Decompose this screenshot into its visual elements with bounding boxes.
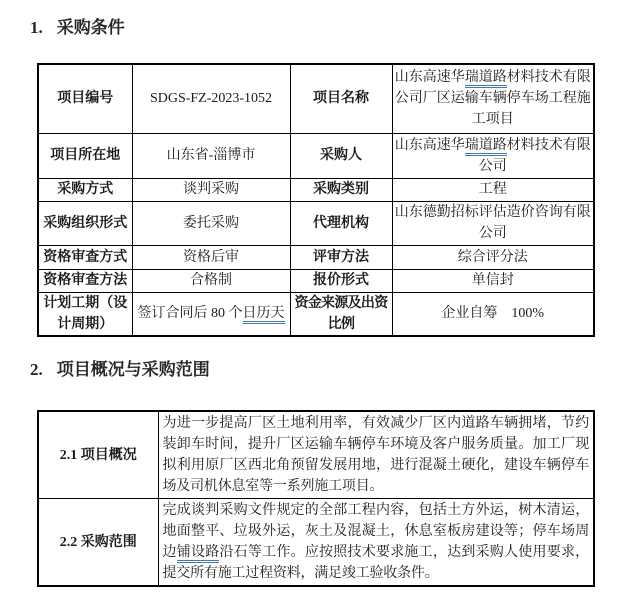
cell-value: 综合评分法 bbox=[392, 245, 594, 269]
row-label: 采购组织形式 bbox=[38, 201, 132, 245]
cell-value bbox=[392, 133, 594, 178]
row-label: 资格审查方式 bbox=[38, 245, 132, 269]
cell-value: 单信封 bbox=[392, 269, 594, 292]
table-row bbox=[38, 499, 594, 587]
row-label: 采购人 bbox=[290, 133, 392, 178]
table-row bbox=[38, 64, 594, 133]
section-2-title: 项目概况与采购范围 bbox=[56, 360, 210, 379]
spellcheck-underlined-text: 日历天 bbox=[243, 306, 285, 324]
table-row bbox=[38, 269, 594, 292]
project-overview-table bbox=[37, 410, 595, 587]
cell-text: 材料技术有限公司厂区运输车辆停车场工程施工项目 bbox=[394, 70, 591, 128]
cell-value: 山东省-淄博市 bbox=[132, 133, 290, 178]
spellcheck-underlined-text: 瑞道路 bbox=[465, 138, 507, 156]
cell-text: 沿石等工作。应按照技术要求施工，达到采购人使用要求，提交所有施工过程资料，满足竣工验收条件。 bbox=[162, 545, 589, 581]
section-1-number: 1. bbox=[30, 18, 43, 37]
row-label: 评审方法 bbox=[290, 245, 392, 269]
cell-text: 为进一步提高厂区土地利用率，有效减少厂区内道路车辆拥堵，节约装卸车时间，提升厂区运输车辆停车环境及客户服务质量。加工厂现拟利用原厂区西北角预留发展用地，进行混凝土硬化，建设车辆停车场及司机休息室等一系列施工项目。 bbox=[158, 411, 594, 499]
table-row bbox=[38, 292, 594, 336]
row-label: 代理机构 bbox=[290, 201, 392, 245]
section-1-title: 采购条件 bbox=[56, 18, 125, 37]
cell-value: 资格后审 bbox=[132, 245, 290, 269]
cell-text: 材料技术有限公司 bbox=[478, 137, 591, 174]
row-label: 采购方式 bbox=[38, 178, 132, 201]
spellcheck-underlined-text: 铺设路 bbox=[177, 545, 220, 563]
table-row bbox=[38, 245, 594, 269]
row-label: 项目名称 bbox=[290, 64, 392, 133]
cell-value: 谈判采购 bbox=[132, 178, 290, 201]
row-label: 资金来源及出资比例 bbox=[290, 292, 392, 336]
cell-value bbox=[132, 292, 290, 336]
cell-value bbox=[392, 64, 594, 133]
cell-value: 合格制 bbox=[132, 269, 290, 292]
cell-value: 委托采购 bbox=[132, 201, 290, 245]
cell-text: 签订合同后 80 个 bbox=[137, 306, 243, 321]
row-label: 报价形式 bbox=[290, 269, 392, 292]
section-2-number: 2. bbox=[30, 360, 43, 379]
spellcheck-underlined-text: 瑞道路 bbox=[465, 70, 507, 88]
row-label: 资格审查方法 bbox=[38, 269, 132, 292]
section-2-heading bbox=[30, 359, 210, 381]
row-label: 2.2 采购范围 bbox=[38, 499, 158, 587]
cell-text: 山东高速华 bbox=[394, 137, 465, 153]
cell-text bbox=[158, 499, 594, 587]
table-row bbox=[38, 201, 594, 245]
row-label: 计划工期（设计周期） bbox=[38, 292, 132, 336]
cell-value: 工程 bbox=[392, 178, 594, 201]
cell-value: SDGS-FZ-2023-1052 bbox=[132, 64, 290, 133]
table-row bbox=[38, 411, 594, 499]
procurement-conditions-table bbox=[37, 63, 595, 337]
cell-text: 山东高速华 bbox=[394, 70, 465, 86]
table-row bbox=[38, 178, 594, 201]
cell-value: 山东德勤招标评估造价咨询有限公司 bbox=[392, 201, 594, 245]
row-label: 2.1 项目概况 bbox=[38, 411, 158, 499]
row-label: 项目所在地 bbox=[38, 133, 132, 178]
cell-value: 企业自筹 100% bbox=[392, 292, 594, 336]
section-1-heading bbox=[30, 17, 125, 39]
cell-text: 完成谈判采购文件规定的全部工程内容，包括土方外运，树木清运，地面整平、垃圾外运，灰土及混凝土，休息室板房建设等；停车场周边 bbox=[162, 503, 589, 560]
table-row bbox=[38, 133, 594, 178]
row-label: 采购类别 bbox=[290, 178, 392, 201]
row-label: 项目编号 bbox=[38, 64, 132, 133]
